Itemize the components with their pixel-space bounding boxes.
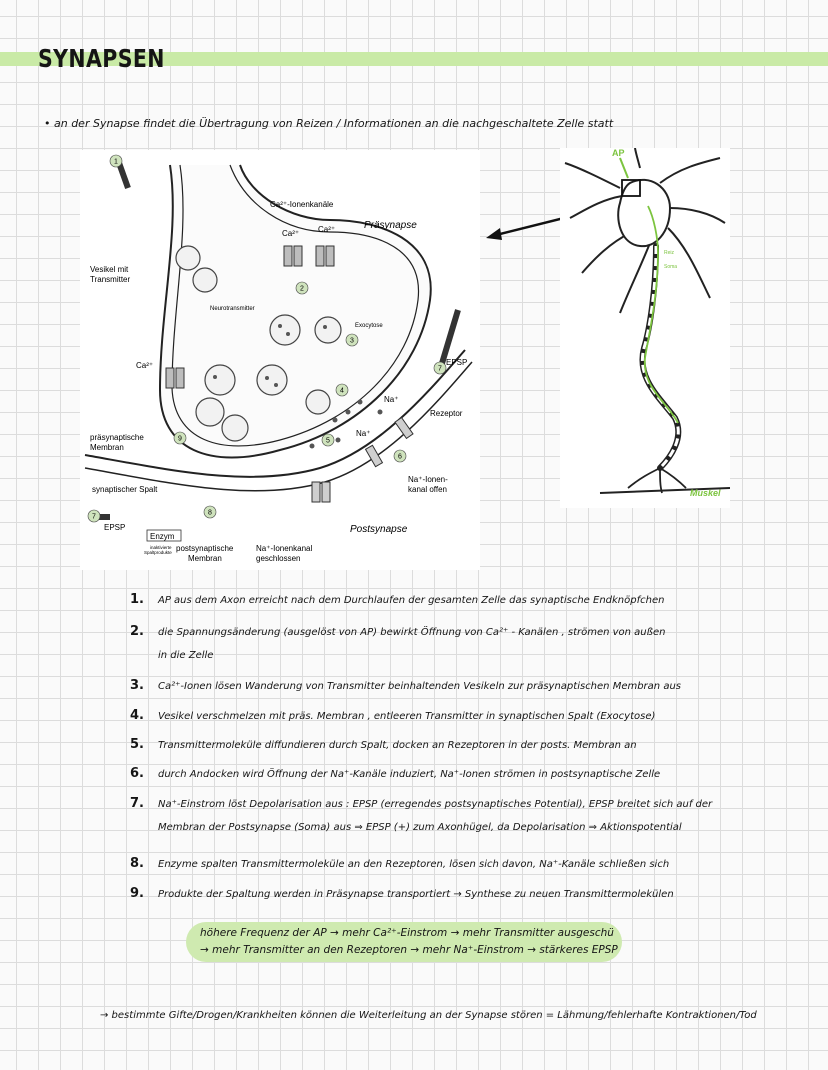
label-na-geschlossen: Na⁺-Ionenkanal bbox=[256, 544, 313, 553]
marker-6: 6 bbox=[398, 453, 402, 461]
step-number: 9. bbox=[130, 886, 144, 901]
label-exocytose: Exocytose bbox=[355, 323, 383, 329]
marker-9: 9 bbox=[178, 435, 182, 443]
step-text: Produkte der Spaltung werden in Präsynapse transportiert → Synthese zu neuen Transmittermolekülen bbox=[158, 889, 674, 900]
step-item-4 bbox=[130, 708, 655, 723]
marker-7-top: 7 bbox=[438, 365, 442, 373]
neuron-ap-label: AP bbox=[612, 148, 625, 158]
neuron-label-2: Soma bbox=[664, 264, 678, 270]
step-text: Transmittermoleküle diffundieren durch Spalt, docken an Rezeptoren in der posts. Membran an bbox=[158, 740, 637, 751]
intro-text: • an der Synapse findet die Übertragung von Reizen / Informationen an die nachgeschaltete Zelle statt bbox=[44, 117, 614, 130]
step-number: 7. bbox=[130, 796, 144, 811]
step-item-1 bbox=[130, 592, 664, 607]
step-text-continued: in die Zelle bbox=[158, 650, 214, 661]
label-praesyn-membran-2: Membran bbox=[90, 443, 124, 452]
label-enzym: Enzym bbox=[150, 532, 175, 541]
step-text: AP aus dem Axon erreicht nach dem Durchlaufen der gesamten Zelle das synaptische Endknöpfchen bbox=[158, 595, 665, 606]
step-item-8 bbox=[130, 856, 669, 871]
label-prasynapse: Präsynapse bbox=[364, 220, 417, 231]
synapse-diagram bbox=[80, 150, 480, 570]
step-text: Enzyme spalten Transmittermoleküle an den Rezeptoren, lösen sich davon, Na⁺-Kanäle schließen sich bbox=[158, 859, 670, 870]
marker-1: 1 bbox=[114, 158, 118, 166]
step-item-5 bbox=[130, 737, 637, 752]
marker-2: 2 bbox=[300, 285, 304, 293]
label-na-offen-2: kanal offen bbox=[408, 485, 447, 494]
neuron-diagram bbox=[560, 148, 730, 508]
label-spalt: synaptischer Spalt bbox=[92, 485, 158, 494]
step-number: 3. bbox=[130, 678, 144, 693]
step-number: 2. bbox=[130, 624, 144, 639]
vesicle bbox=[193, 268, 217, 292]
step-text: die Spannungsänderung (ausgelöst von AP) bewirkt Öffnung von Ca²⁺ - Kanälen , strömen von außen bbox=[158, 627, 666, 638]
vesicle bbox=[270, 315, 300, 345]
step-text: durch Andocken wird Öffnung der Na⁺-Kanäle induziert, Na⁺-Ionen strömen in postsynaptische Zelle bbox=[158, 769, 661, 780]
label-ca2: Ca²⁺ bbox=[318, 225, 336, 234]
step-text-continued: Membran der Postsynapse (Soma) aus ⇒ EPSP (+) zum Axonhügel, da Depolarisation ⇒ Aktionspotential bbox=[158, 822, 682, 833]
marker-8: 8 bbox=[208, 509, 212, 517]
step-number: 1. bbox=[130, 592, 144, 607]
vesicle bbox=[176, 246, 200, 270]
summary-line-1: höhere Frequenz der AP → mehr Ca²⁺-Einstrom → mehr Transmitter ausgeschü bbox=[200, 927, 614, 939]
step-number: 8. bbox=[130, 856, 144, 871]
label-ca1: Ca²⁺ bbox=[282, 229, 300, 238]
page-title: SYNAPSEN bbox=[38, 44, 165, 73]
vesicle bbox=[257, 365, 287, 395]
vesicle bbox=[306, 390, 330, 414]
label-postsynapse: Postsynapse bbox=[350, 524, 408, 535]
label-na-geschlossen-2: geschlossen bbox=[256, 554, 301, 563]
label-na-offen: Na⁺-Ionen- bbox=[408, 475, 448, 484]
step-text: Ca²⁺-Ionen lösen Wanderung von Transmitter beinhaltenden Vesikeln zur präsynaptischen Membran aus bbox=[158, 681, 681, 692]
label-spaltprodukt: inaktivierte bbox=[150, 545, 172, 550]
label-na1: Na⁺ bbox=[384, 395, 399, 404]
step-item-3 bbox=[130, 678, 681, 693]
label-epsp-bottom: EPSP bbox=[104, 523, 126, 532]
label-praesyn-membran: präsynaptische bbox=[90, 433, 144, 442]
vesicle bbox=[205, 365, 235, 395]
label-vesikel: Vesikel mit bbox=[90, 265, 129, 274]
step-number: 5. bbox=[130, 737, 144, 752]
step-number: 4. bbox=[130, 708, 144, 723]
vesicle bbox=[315, 317, 341, 343]
vesicle bbox=[222, 415, 248, 441]
step-text: Na⁺-Einstrom löst Depolarisation aus : EPSP (erregendes postsynaptisches Potential), EPSP breitet sich auf der bbox=[158, 799, 713, 810]
marker-5: 5 bbox=[326, 437, 330, 445]
label-postsyn-membran: postsynaptische bbox=[176, 544, 234, 553]
label-epsp-top: EPSP bbox=[446, 358, 468, 367]
label-ca-channels: Ca²⁺-Ionenkanäle bbox=[270, 200, 334, 209]
step-item-9 bbox=[130, 886, 674, 901]
step-item-7 bbox=[130, 796, 712, 833]
step-item-2 bbox=[130, 624, 665, 661]
label-postsyn-membran-2: Membran bbox=[188, 554, 222, 563]
step-item-6 bbox=[130, 766, 660, 781]
neuron-label-1: Reiz bbox=[664, 250, 675, 256]
footer-note: → bestimmte Gifte/Drogen/Krankheiten können die Weiterleitung an der Synapse stören = Lähmung/fehlerhafte Kontraktionen/Tod bbox=[100, 1010, 757, 1021]
soma bbox=[618, 180, 670, 246]
neuron-muskel-label: Muskel bbox=[690, 488, 721, 498]
label-vesikel-2: Transmitter bbox=[90, 275, 131, 284]
label-neurotransmitter: Neurotransmitter bbox=[210, 306, 255, 312]
label-spaltprodukt-2: Spaltprodukte bbox=[144, 550, 172, 555]
marker-3: 3 bbox=[350, 337, 354, 345]
step-text: Vesikel verschmelzen mit präs. Membran , entleeren Transmitter in synaptischen Spalt (Exocytose) bbox=[158, 711, 656, 722]
label-ca3: Ca²⁺ bbox=[136, 361, 154, 370]
label-na2: Na⁺ bbox=[356, 429, 371, 438]
step-number: 6. bbox=[130, 766, 144, 781]
marker-4: 4 bbox=[340, 387, 344, 395]
marker-7-bottom: 7 bbox=[92, 513, 96, 521]
label-rezeptor: Rezeptor bbox=[430, 409, 463, 418]
summary-line-2: → mehr Transmitter an den Rezeptoren → mehr Na⁺-Einstrom → stärkeres EPSP bbox=[200, 944, 618, 956]
vesicle bbox=[196, 398, 224, 426]
